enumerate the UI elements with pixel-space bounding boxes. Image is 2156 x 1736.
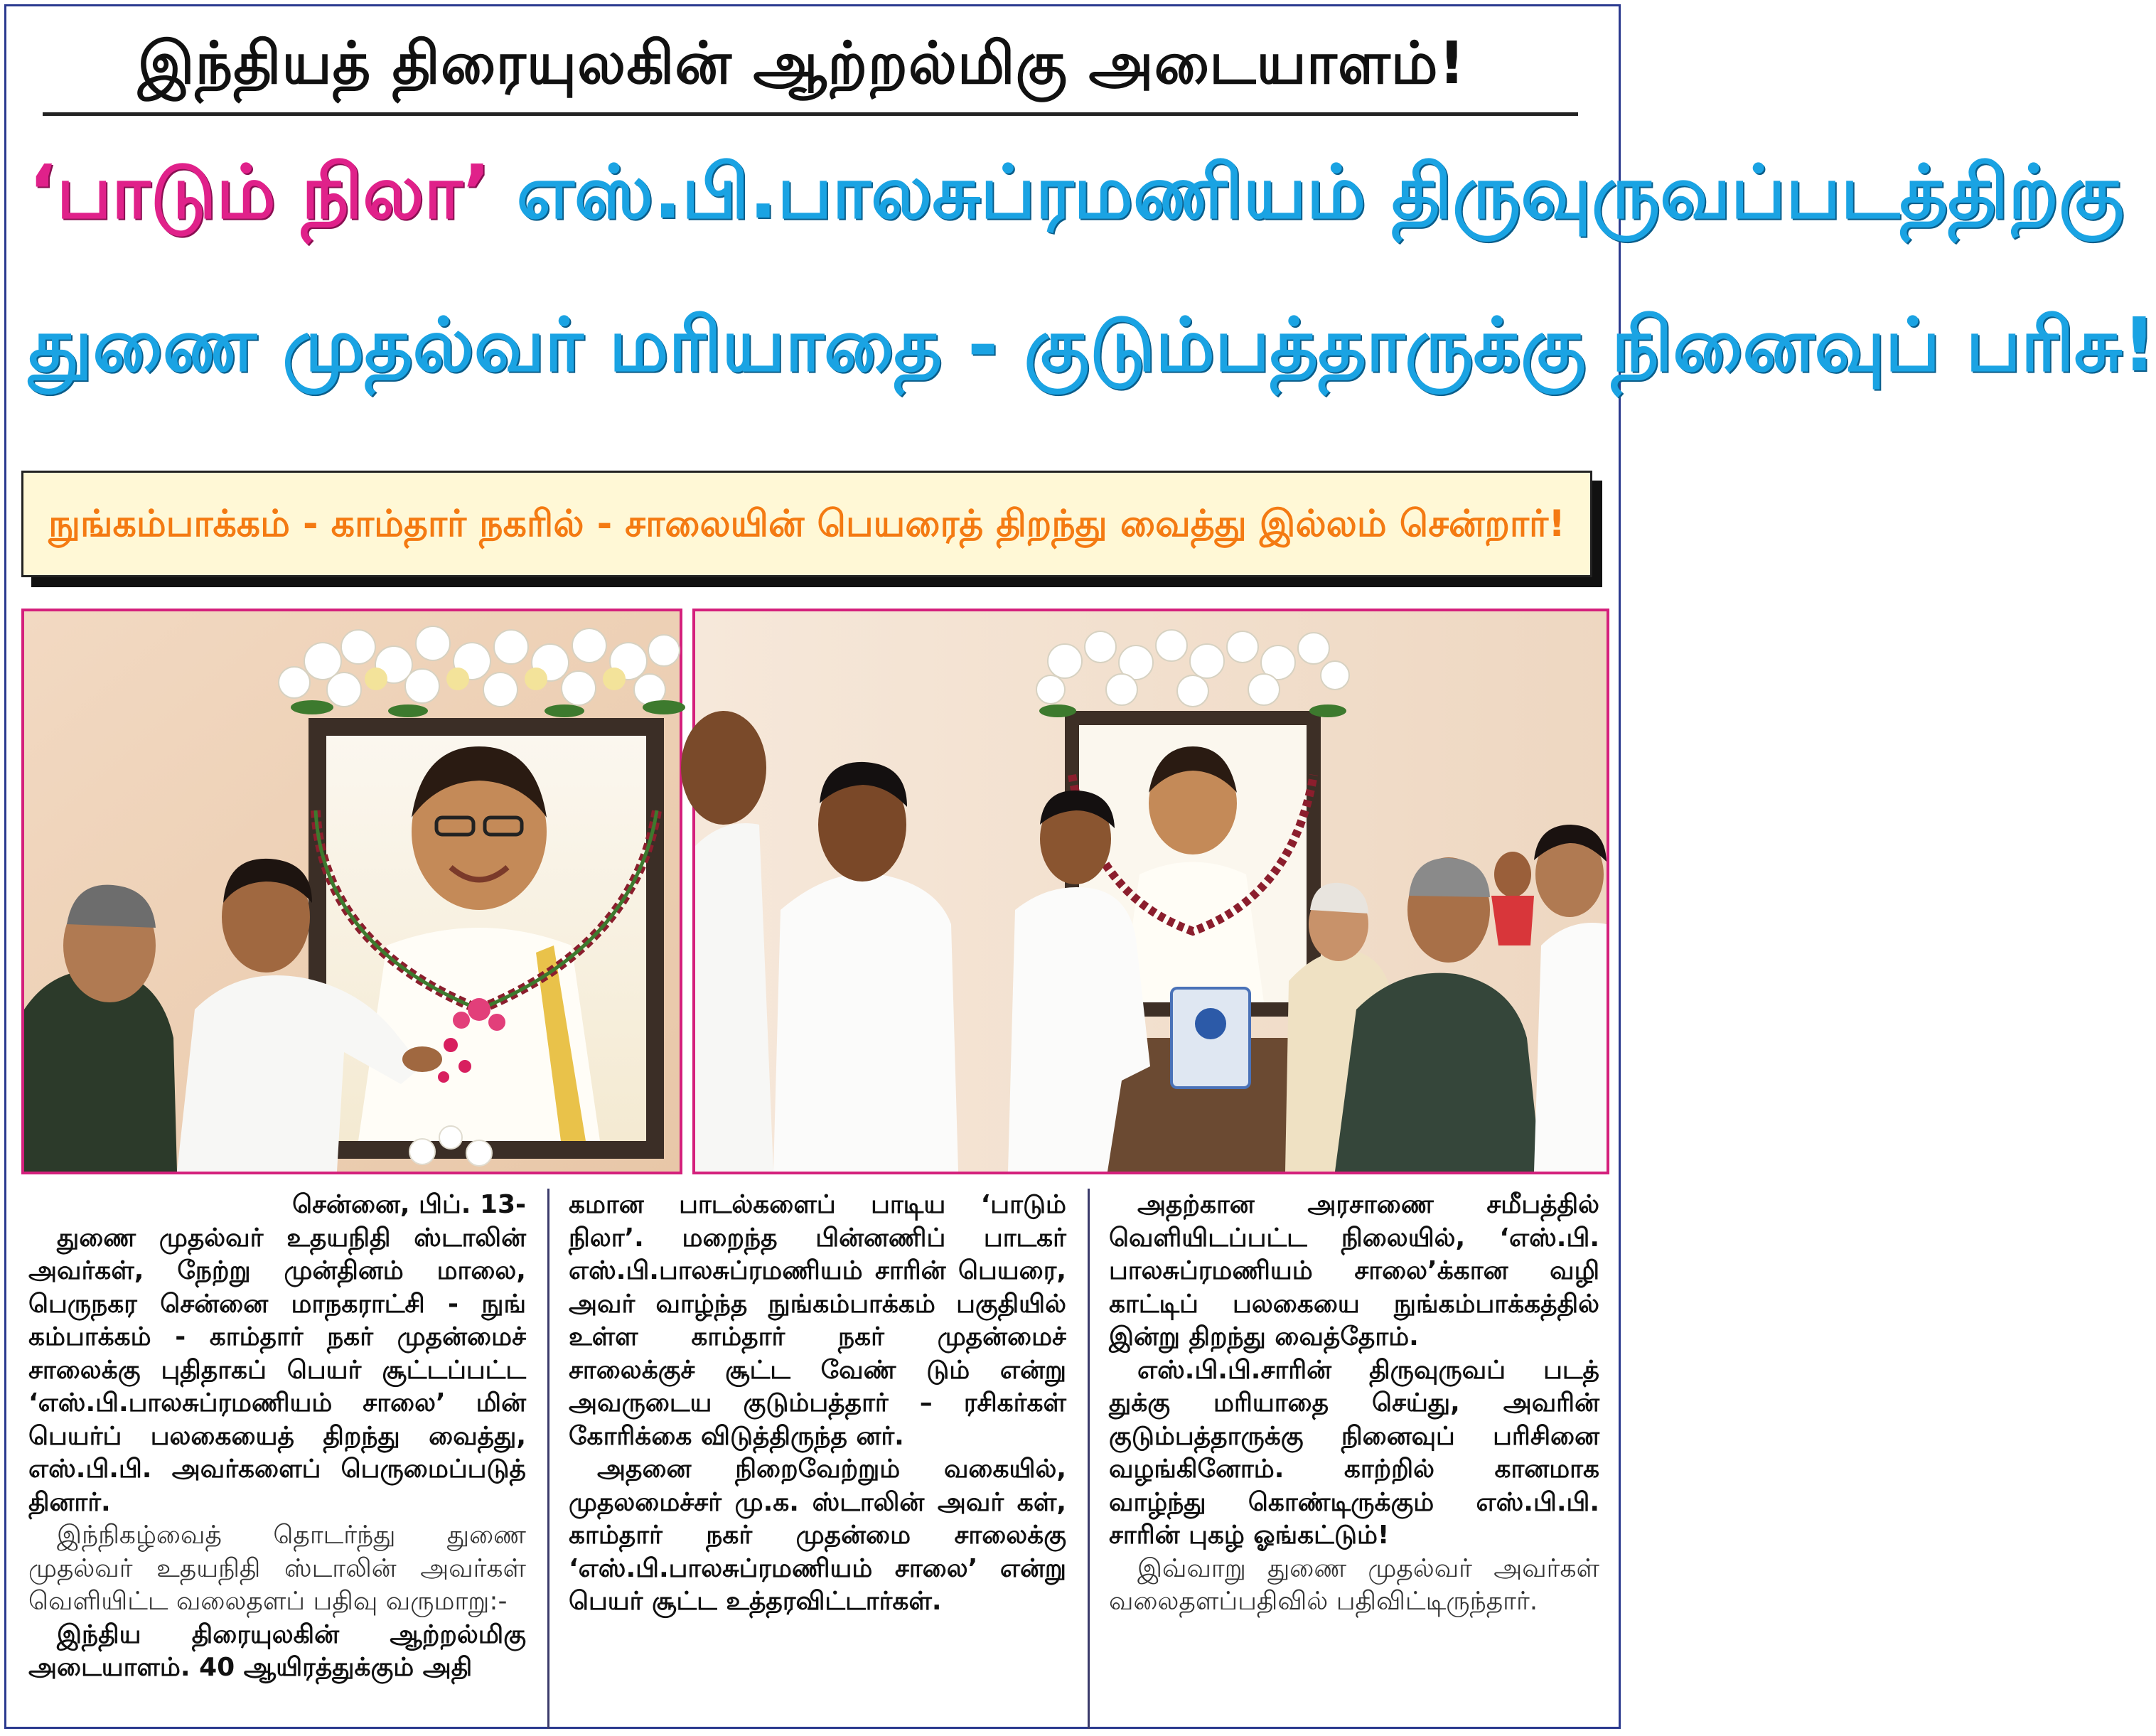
photo-tribute-portrait xyxy=(21,609,682,1174)
article-column-3 xyxy=(1109,1189,1599,1729)
photo-memento-presentation xyxy=(692,609,1609,1174)
paragraph: இவ்வாறு துணை முதல்வர் அவர்கள் வலைதளப்பதிவில் பதிவிட்டிருந்தார். xyxy=(1109,1553,1599,1616)
article-body xyxy=(21,1189,1607,1729)
column-divider xyxy=(1088,1189,1090,1729)
paragraph: அதற்கான அரசாணை சமீபத்தில் வெளியிடப்பட்ட நிலையில், ‘எஸ்.பி. பாலசுப்ரமணியம் சாலை’க்கான வழி காட்டிப் பலகையை நுங்கம்பாக்கத்தில் இன்று திறந்து வைத்தோம். xyxy=(1109,1190,1599,1351)
dateline: சென்னை, பிப். 13- xyxy=(292,1190,526,1219)
column-divider xyxy=(547,1189,549,1729)
kicker-headline: இந்தியத் திரையுலகின் ஆற்றல்மிகு அடையாளம்! xyxy=(137,30,1466,97)
kicker-rule xyxy=(43,112,1578,116)
paragraph-quote-intro: இந்நிகழ்வைத் தொடர்ந்து துணை முதல்வர் உதயநிதி ஸ்டாலின் அவர்கள் வெளியிட்ட வலைதளப் பதிவு வருமாறு:- xyxy=(28,1521,526,1616)
paragraph: அதனை நிறைவேற்றும் வகையில், முதலமைச்சர் மு.க. ஸ்டாலின் அவர் கள், காம்தார் நகர் முதன்மை சாலைக்கு ‘எஸ்.பி.பாலசுப்ரமணியம் சாலை’ என்று பெயர் சூட்ட உத்தரவிட்டார்கள். xyxy=(569,1454,1066,1616)
paragraph: கமான பாடல்களைப் பாடிய ‘பாடும் நிலா’. மறைந்த பின்னணிப் பாடகர் எஸ்.பி.பாலசுப்ரமணியம் சாரின் பெயரை, அவர் வாழ்ந்த நுங்கம்பாக்கம் பகுதியில் உள்ள காம்தார் நகர் முதன்மைச் சாலைக்குச் சூட்ட வேண் டும் என்று அவருடைய குடும்பத்தார் – ரசிகர்கள் கோரிக்கை விடுத்திருந்த னர். xyxy=(569,1190,1066,1451)
presentation-photo-illustration xyxy=(695,611,1607,1172)
headline-line-2: துணை முதல்வர் மரியாதை - குடும்பத்தாருக்கு நினைவுப் பரிசு! xyxy=(28,301,2156,388)
paragraph: இந்திய திரையுலகின் ஆற்றல்மிகு அடையாளம். 40 ஆயிரத்துக்கும் அதி xyxy=(28,1619,526,1682)
headline-quote: ‘பாடும் நிலா’ xyxy=(28,149,491,235)
article-column-2 xyxy=(569,1189,1066,1729)
headline-line-1-rest: எஸ்.பி.பாலசுப்ரமணியம் திருவுருவப்படத்திற்கு xyxy=(516,149,2124,235)
article-column-1 xyxy=(28,1189,526,1729)
headline-line-1 xyxy=(28,135,2124,249)
subheadline: நுங்கம்பாக்கம் - காம்தார் நகரில் - சாலையின் பெயரைத் திறந்து வைத்து இல்லம் சென்றார்! xyxy=(48,503,1565,545)
subheadline-box xyxy=(21,471,1592,577)
paragraph: துணை முதல்வர் உதயநிதி ஸ்டாலின் அவர்கள், நேற்று முன்தினம் மாலை, பெருநகர சென்னை மாநகராட்சி - நுங் கம்பாக்கம் - காம்தார் நகர் முதன்மைச் சாலைக்கு புதிதாகப் பெயர் சூட்டப்பட்ட ‘எஸ்.பி.பாலசுப்ரமணியம் சாலை’ மின் பெயர்ப் பலகையைத் திறந்து வைத்து, எஸ்.பி.பி. அவர்களைப் பெருமைப்படுத் தினார். xyxy=(28,1223,526,1517)
paragraph: எஸ்.பி.பி.சாரின் திருவுருவப் படத் துக்கு மரியாதை செய்து, அவரின் குடும்பத்தாருக்கு நினைவுப் பரிசினை வழங்கினோம். காற்றில் கானமாக வாழ்ந்து கொண்டிருக்கும் எஸ்.பி.பி. சாரின் புகழ் ஓங்கட்டும்! xyxy=(1109,1355,1599,1550)
tribute-photo-illustration xyxy=(24,611,680,1172)
